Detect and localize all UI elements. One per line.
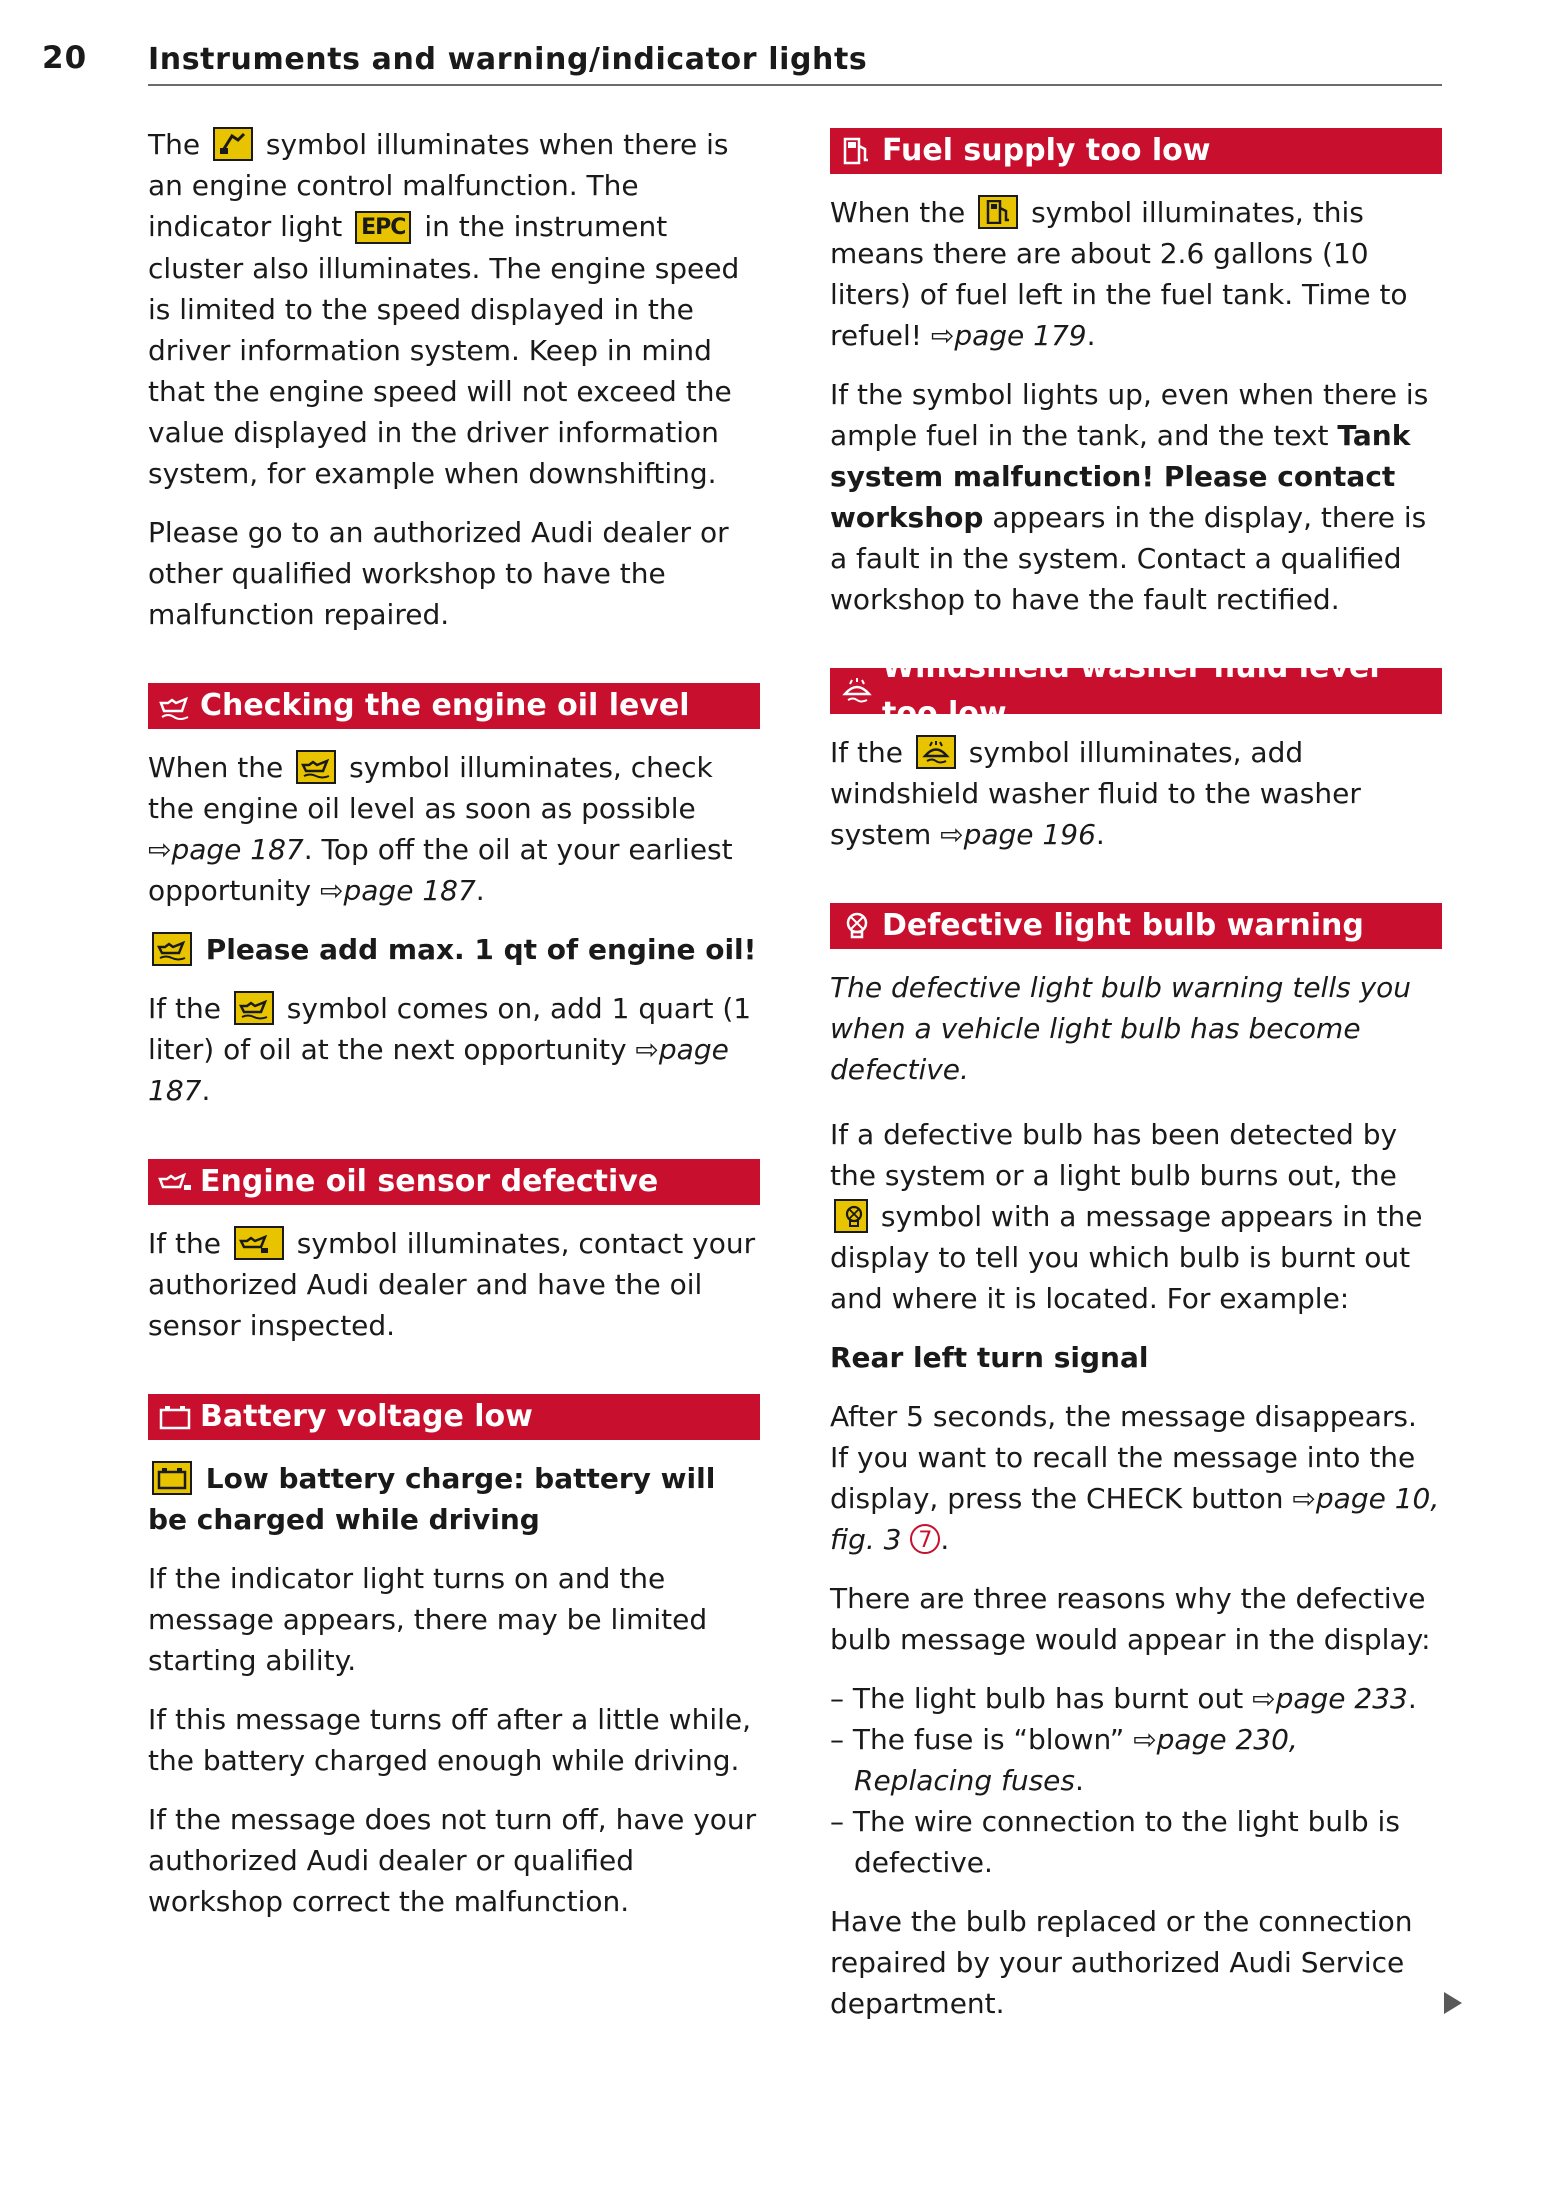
fuel-pump-icon [840,136,874,166]
battery-warning-icon [152,1461,192,1495]
washer-warning-icon [916,735,956,769]
oil-sensor-warning-icon [234,1226,284,1260]
bulb-warning-icon [840,911,874,941]
oil-level-paragraph: When the symbol illuminates, check the engine oil level as soon as possible ⇨page 187. Top off the oil at your earliest opportunity ⇨page 187. [148,751,733,907]
section-washer-header: Windshield washer fluid level too low [830,668,1442,714]
bulb-intro: The defective light bulb warning tells you when a vehicle light bulb has become defective. [830,971,1412,1086]
oil-add-subheading: Please add max. 1 qt of engine oil! [148,929,760,970]
page-ref-link[interactable]: ⇨page 233 [1252,1682,1408,1715]
page-ref-link[interactable]: ⇨page 187 [148,833,304,866]
bulb-paragraph-1: If a defective bulb has been detected by the system or a light bulb burns out, the symbol with a message appears in the display to tell you which bulb is burnt out and where it is located. For example: [830,1118,1423,1315]
battery-paragraph-3: If the message does not turn off, have your authorized Audi dealer or qualified workshop correct the malfunction. [148,1803,757,1918]
engine-control-warning-icon [213,127,253,161]
fuel-paragraph-1: When the symbol illuminates, this means there are about 2.6 gallons (10 liters) of fuel left in the fuel tank. Time to refuel! ⇨page 179. [830,196,1408,352]
fuel-paragraph-2: If the symbol lights up, even when there is ample fuel in the tank, and the text Tank system malfunction! Please contact workshop appears in the display, there is a fault in the system. Contact a qualified workshop to have the fault rectified. [830,378,1429,616]
oil-level-warning-icon [296,750,336,784]
list-item: – The wire connection to the light bulb is defective. [830,1801,1442,1883]
fuel-warning-icon [978,195,1018,229]
page-number: 20 [42,40,88,76]
bulb-paragraph-2: After 5 seconds, the message disappears. If you want to recall the message into the display, press the CHECK button ⇨page 10, fig. 3 7 . [830,1400,1440,1556]
oil-add-paragraph: If the symbol comes on, add 1 quart (1 liter) of oil at the next opportunity ⇨page 187. [148,992,752,1107]
list-item: – The fuse is “blown” ⇨page 230, Replacing fuses. [830,1719,1442,1801]
bulb-paragraph-3: There are three reasons why the defective bulb message would appear in the display: [830,1582,1431,1656]
list-item: – The light bulb has burnt out ⇨page 233. [830,1678,1442,1719]
battery-subheading: Low battery charge: battery will be charged while driving [148,1462,716,1536]
oil-level-warning-icon [234,991,274,1025]
oil-sensor-icon [158,1167,192,1197]
page-header [42,38,1442,86]
section-oil-sensor-header: Engine oil sensor defective [148,1159,760,1205]
section-fuel-header: Fuel supply too low [830,128,1442,174]
battery-paragraph-1: If the indicator light turns on and the message appears, there may be limited starting ability. [148,1562,708,1677]
bulb-paragraph-4: Have the bulb replaced or the connection repaired by your authorized Audi Service department. [830,1905,1413,2020]
section-oil-level-header: Checking the engine oil level [148,683,760,729]
engine-malfunction-paragraph: The symbol illuminates when there is an engine control malfunction. The indicator light EPC in the instrument cluster also illuminates. The engine speed is limited to the speed displayed in the driver information system. Keep in mind that the engine speed will not exceed the value displayed in the driver information system, for example when downshifting. [148,128,740,490]
washer-fluid-icon [840,676,874,706]
page-ref-link[interactable]: ⇨page 230, Replacing fuses [854,1723,1298,1797]
page-ref-link[interactable]: ⇨page 179 [930,319,1087,352]
section-bulb-header: Defective light bulb warning [830,903,1442,949]
oil-level-warning-icon [152,932,192,966]
left-column [148,124,760,1940]
page-ref-link[interactable]: ⇨page 196 [940,818,1096,851]
page-ref-link[interactable]: ⇨page 10, fig. 3 [830,1482,1440,1556]
page-ref-link[interactable]: ⇨page 187 [148,1033,729,1107]
continue-arrow-icon [1444,1992,1462,2014]
header-rule [148,84,1442,86]
page-title: Instruments and warning/indicator lights [148,42,868,77]
section-battery-header: Battery voltage low [148,1394,760,1440]
oil-sensor-paragraph: If the symbol illuminates, contact your authorized Audi dealer and have the oil sensor inspected. [148,1227,756,1342]
oil-can-icon [158,691,192,721]
battery-icon [158,1402,192,1432]
washer-paragraph: If the symbol illuminates, add windshield washer fluid to the washer system ⇨page 196. [830,736,1361,851]
bulb-reasons-list [830,1678,1442,1883]
bulb-defect-icon [834,1199,868,1233]
battery-paragraph-2: If this message turns off after a little while, the battery charged enough while driving. [148,1703,751,1777]
dealer-paragraph: Please go to an authorized Audi dealer or other qualified workshop to have the malfunction repaired. [148,516,729,631]
bulb-example-subheading: Rear left turn signal [830,1341,1149,1374]
page-ref-link[interactable]: ⇨page 187 [320,874,476,907]
right-column [830,124,1442,2042]
callout-number-icon: 7 [910,1524,940,1554]
epc-indicator-icon: EPC [355,211,411,244]
